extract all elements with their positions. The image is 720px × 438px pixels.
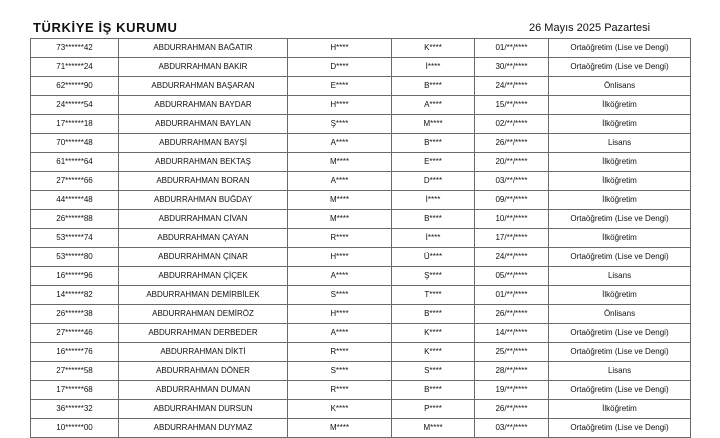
masked-father-name-cell: A****	[288, 267, 392, 286]
masked-mother-name-cell: K****	[392, 324, 475, 343]
education-level-cell: Lisans	[549, 134, 691, 153]
full-name-cell: ABDURRAHMAN BUĞDAY	[119, 191, 288, 210]
education-level-cell: İlköğretim	[549, 115, 691, 134]
masked-id-cell: 53******80	[31, 248, 119, 267]
masked-father-name-cell: H****	[288, 305, 392, 324]
full-name-cell: ABDURRAHMAN ÇAYAN	[119, 229, 288, 248]
education-level-cell: Lisans	[549, 267, 691, 286]
education-level-cell: Ortaöğretim (Lise ve Dengi)	[549, 324, 691, 343]
masked-father-name-cell: H****	[288, 39, 392, 58]
records-table-body	[31, 39, 691, 438]
education-level-cell: Ortaöğretim (Lise ve Dengi)	[549, 39, 691, 58]
full-name-cell: ABDURRAHMAN DEMİRBİLEK	[119, 286, 288, 305]
education-level-cell: Önlisans	[549, 77, 691, 96]
masked-birth-date-cell: 26/**/****	[475, 400, 549, 419]
masked-birth-date-cell: 28/**/****	[475, 362, 549, 381]
full-name-cell: ABDURRAHMAN BAYLAN	[119, 115, 288, 134]
masked-birth-date-cell: 14/**/****	[475, 324, 549, 343]
masked-id-cell: 62******90	[31, 77, 119, 96]
masked-father-name-cell: R****	[288, 229, 392, 248]
full-name-cell: ABDURRAHMAN DUMAN	[119, 381, 288, 400]
masked-mother-name-cell: İ****	[392, 191, 475, 210]
education-level-cell: Ortaöğretim (Lise ve Dengi)	[549, 58, 691, 77]
records-table	[30, 38, 691, 438]
table-row	[31, 153, 691, 172]
full-name-cell: ABDURRAHMAN DEMİRÖZ	[119, 305, 288, 324]
masked-father-name-cell: H****	[288, 96, 392, 115]
masked-id-cell: 53******74	[31, 229, 119, 248]
table-row	[31, 77, 691, 96]
masked-father-name-cell: R****	[288, 343, 392, 362]
masked-mother-name-cell: T****	[392, 286, 475, 305]
masked-birth-date-cell: 03/**/****	[475, 419, 549, 438]
education-level-cell: İlköğretim	[549, 172, 691, 191]
masked-mother-name-cell: A****	[392, 96, 475, 115]
full-name-cell: ABDURRAHMAN ÇINAR	[119, 248, 288, 267]
masked-birth-date-cell: 01/**/****	[475, 39, 549, 58]
masked-father-name-cell: A****	[288, 134, 392, 153]
masked-mother-name-cell: D****	[392, 172, 475, 191]
masked-id-cell: 70******48	[31, 134, 119, 153]
report-date: 26 Mayıs 2025 Pazartesi	[529, 22, 651, 34]
masked-id-cell: 26******38	[31, 305, 119, 324]
masked-father-name-cell: S****	[288, 362, 392, 381]
masked-id-cell: 27******58	[31, 362, 119, 381]
full-name-cell: ABDURRAHMAN DUYMAZ	[119, 419, 288, 438]
table-row	[31, 96, 691, 115]
masked-id-cell: 16******96	[31, 267, 119, 286]
masked-birth-date-cell: 24/**/****	[475, 248, 549, 267]
education-level-cell: İlköğretim	[549, 229, 691, 248]
education-level-cell: Önlisans	[549, 305, 691, 324]
education-level-cell: İlköğretim	[549, 286, 691, 305]
masked-id-cell: 61******64	[31, 153, 119, 172]
education-level-cell: İlköğretim	[549, 153, 691, 172]
full-name-cell: ABDURRAHMAN BAYDAR	[119, 96, 288, 115]
masked-father-name-cell: Ş****	[288, 115, 392, 134]
masked-id-cell: 24******54	[31, 96, 119, 115]
full-name-cell: ABDURRAHMAN DERBEDER	[119, 324, 288, 343]
masked-birth-date-cell: 01/**/****	[475, 286, 549, 305]
full-name-cell: ABDURRAHMAN BAYŞİ	[119, 134, 288, 153]
masked-mother-name-cell: E****	[392, 153, 475, 172]
education-level-cell: Ortaöğretim (Lise ve Dengi)	[549, 381, 691, 400]
education-level-cell: Lisans	[549, 362, 691, 381]
masked-mother-name-cell: B****	[392, 381, 475, 400]
table-row	[31, 324, 691, 343]
masked-mother-name-cell: M****	[392, 115, 475, 134]
masked-mother-name-cell: P****	[392, 400, 475, 419]
table-row	[31, 58, 691, 77]
table-row	[31, 343, 691, 362]
table-row	[31, 172, 691, 191]
masked-id-cell: 10******00	[31, 419, 119, 438]
table-row	[31, 267, 691, 286]
masked-mother-name-cell: M****	[392, 419, 475, 438]
masked-father-name-cell: M****	[288, 210, 392, 229]
masked-mother-name-cell: Ş****	[392, 267, 475, 286]
masked-birth-date-cell: 26/**/****	[475, 134, 549, 153]
education-level-cell: İlköğretim	[549, 191, 691, 210]
masked-birth-date-cell: 17/**/****	[475, 229, 549, 248]
masked-id-cell: 26******88	[31, 210, 119, 229]
masked-father-name-cell: D****	[288, 58, 392, 77]
masked-mother-name-cell: B****	[392, 134, 475, 153]
masked-id-cell: 14******82	[31, 286, 119, 305]
masked-mother-name-cell: B****	[392, 77, 475, 96]
education-level-cell: Ortaöğretim (Lise ve Dengi)	[549, 210, 691, 229]
masked-mother-name-cell: K****	[392, 39, 475, 58]
masked-id-cell: 17******18	[31, 115, 119, 134]
education-level-cell: Ortaöğretim (Lise ve Dengi)	[549, 419, 691, 438]
masked-id-cell: 27******46	[31, 324, 119, 343]
masked-birth-date-cell: 26/**/****	[475, 305, 549, 324]
masked-birth-date-cell: 10/**/****	[475, 210, 549, 229]
full-name-cell: ABDURRAHMAN BAŞARAN	[119, 77, 288, 96]
masked-id-cell: 71******24	[31, 58, 119, 77]
table-row	[31, 191, 691, 210]
masked-father-name-cell: K****	[288, 400, 392, 419]
masked-father-name-cell: M****	[288, 153, 392, 172]
organization-title: TÜRKİYE İŞ KURUMU	[33, 20, 178, 35]
masked-birth-date-cell: 20/**/****	[475, 153, 549, 172]
full-name-cell: ABDURRAHMAN DURSUN	[119, 400, 288, 419]
masked-mother-name-cell: B****	[392, 305, 475, 324]
table-row	[31, 305, 691, 324]
masked-birth-date-cell: 24/**/****	[475, 77, 549, 96]
table-row	[31, 229, 691, 248]
masked-birth-date-cell: 03/**/****	[475, 172, 549, 191]
masked-birth-date-cell: 30/**/****	[475, 58, 549, 77]
full-name-cell: ABDURRAHMAN CİVAN	[119, 210, 288, 229]
table-row	[31, 134, 691, 153]
masked-id-cell: 73******42	[31, 39, 119, 58]
masked-father-name-cell: H****	[288, 248, 392, 267]
masked-father-name-cell: M****	[288, 191, 392, 210]
masked-mother-name-cell: İ****	[392, 58, 475, 77]
masked-father-name-cell: M****	[288, 419, 392, 438]
masked-mother-name-cell: B****	[392, 210, 475, 229]
masked-father-name-cell: A****	[288, 172, 392, 191]
table-row	[31, 248, 691, 267]
masked-mother-name-cell: İ****	[392, 229, 475, 248]
table-row	[31, 362, 691, 381]
full-name-cell: ABDURRAHMAN DÖNER	[119, 362, 288, 381]
full-name-cell: ABDURRAHMAN BORAN	[119, 172, 288, 191]
education-level-cell: İlköğretim	[549, 400, 691, 419]
masked-id-cell: 44******48	[31, 191, 119, 210]
masked-id-cell: 27******66	[31, 172, 119, 191]
masked-father-name-cell: R****	[288, 381, 392, 400]
full-name-cell: ABDURRAHMAN DİKTİ	[119, 343, 288, 362]
masked-mother-name-cell: K****	[392, 343, 475, 362]
masked-id-cell: 17******68	[31, 381, 119, 400]
full-name-cell: ABDURRAHMAN BEKTAŞ	[119, 153, 288, 172]
table-row	[31, 400, 691, 419]
full-name-cell: ABDURRAHMAN ÇİÇEK	[119, 267, 288, 286]
masked-father-name-cell: E****	[288, 77, 392, 96]
education-level-cell: Ortaöğretim (Lise ve Dengi)	[549, 343, 691, 362]
masked-birth-date-cell: 19/**/****	[475, 381, 549, 400]
table-row	[31, 286, 691, 305]
table-row	[31, 115, 691, 134]
education-level-cell: Ortaöğretim (Lise ve Dengi)	[549, 248, 691, 267]
masked-id-cell: 16******76	[31, 343, 119, 362]
page-header	[0, 0, 720, 40]
masked-birth-date-cell: 02/**/****	[475, 115, 549, 134]
full-name-cell: ABDURRAHMAN BAKIR	[119, 58, 288, 77]
masked-mother-name-cell: Ü****	[392, 248, 475, 267]
masked-id-cell: 36******32	[31, 400, 119, 419]
masked-birth-date-cell: 05/**/****	[475, 267, 549, 286]
full-name-cell: ABDURRAHMAN BAĞATIR	[119, 39, 288, 58]
table-row	[31, 210, 691, 229]
table-row	[31, 419, 691, 438]
education-level-cell: İlköğretim	[549, 96, 691, 115]
masked-father-name-cell: S****	[288, 286, 392, 305]
table-row	[31, 39, 691, 58]
masked-birth-date-cell: 09/**/****	[475, 191, 549, 210]
masked-mother-name-cell: S****	[392, 362, 475, 381]
masked-birth-date-cell: 25/**/****	[475, 343, 549, 362]
masked-father-name-cell: A****	[288, 324, 392, 343]
table-row	[31, 381, 691, 400]
masked-birth-date-cell: 15/**/****	[475, 96, 549, 115]
